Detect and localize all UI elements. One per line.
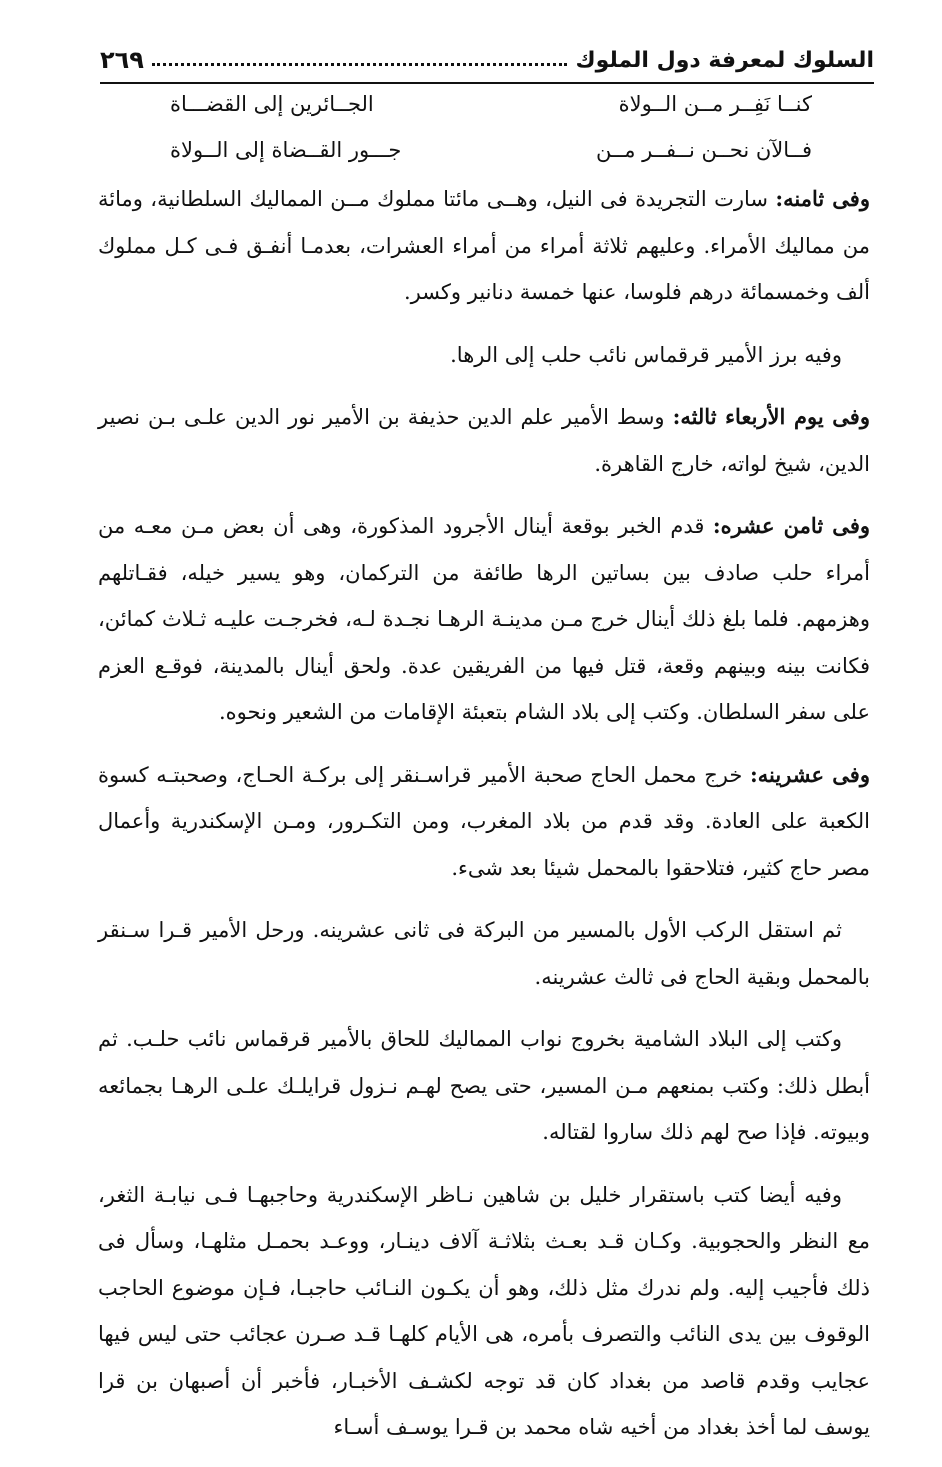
paragraph <box>98 1172 870 1451</box>
paragraph-lead: وفى عشرينه: <box>749 761 870 787</box>
paragraph-lead: وفى ثامنه: <box>775 186 870 211</box>
paragraph <box>98 907 870 1000</box>
paragraph <box>98 503 870 736</box>
paragraph <box>98 394 870 487</box>
paragraph-text: وفيه أيضا كتب باستقرار خليل بن شاهين نـاظر الإسكندرية وحاجبهـا فـى نيابـة الثغر، مع النظر والحجوبية. وكـان قـد بعـث بثلاثـة آلاف دينـار، ووعـد بحمـل مثلهـا، وسأل فى ذلك فأجيب إليه. ولم ندرك مثل ذلك، وهو أن يكـون النـائب حاجبـا، فـإن موضوع الحاجب الوقوف بين يدى النائب والتصرف بأمره، هى الأيام كلهـا قـد صـرن عجائب حتى ليس فيها عجايب وقدم قاصد من بغداد كان قد توجه لكشـف الأخبـار، فأخبر أن أصبهان بن قرا يوسف لما أخذ بغداد من أخيه شاه محمد بن قـرا يوسـف أسـاء <box>98 1182 870 1439</box>
running-title: السلوك لمعرفة دول الملوك <box>575 47 874 73</box>
verse-line <box>170 86 812 122</box>
paragraph-text: سارت التجريدة فى النيل، وهــى مائتا مملوك مــن المماليك السلطانية، ومائة من مماليك الأمراء. وعليهم ثلاثة أمراء من أمراء العشرات، بعدمـا أنفـق فـى كـل مملوك ألف وخمسمائة درهم فلوسا، عنها خمسة دنانير وكسر. <box>98 187 870 304</box>
verse-first-hemistich: فــالآن نحــن نــفــر مــن <box>595 138 812 162</box>
paragraph-text: وكتب إلى البلاد الشامية بخروج نواب المماليك للحاق بالأمير قرقماس نائب حلـب. ثم أبطل ذلك: وكتب بمنعهم مـن المسير، حتى يصح لهـم نـزول قرايلـك علـى الرهـا بجمائعه وبيوته. فإذا صح لهم ذلك ساروا لقتاله. <box>98 1027 870 1144</box>
paragraph-lead: وفى يوم الأربعاء ثالثه: <box>672 404 870 429</box>
verse-second-hemistich: جـــور القــضاة إلى الــولاة <box>170 138 402 162</box>
paragraph-text: خرج محمل الحاج صحبة الأمير قراسـنقر إلى بركـة الحـاج، وصحبتـه كسوة الكعبة على العادة. وقد قدم من بلاد المغرب، ومن التكـرور، ومـن الإسكندرية وأعمال مصر حاج كثير، فتلاحقوا بالمحمل شيئا بعد شىء. <box>98 762 870 880</box>
paragraph <box>98 332 870 379</box>
paragraph-text: ثم استقل الركب الأول بالمسير من البركة فى ثانى عشرينه. ورحل الأمير قـرا سـنقر بالمحمل وبقية الحاج فى ثالث عشرينه. <box>98 918 870 989</box>
verse-second-hemistich: الجــائرين إلى القضـــاة <box>170 92 374 116</box>
verse-line <box>170 132 812 168</box>
page-number: ٢٦٩ <box>100 46 144 74</box>
paragraph <box>98 1016 870 1156</box>
verse-first-hemistich: كنــا نَفِــر مــن الــولاة <box>618 92 812 116</box>
paragraph-text: وسط الأمير علم الدين حذيفة بن الأمير نور الدين علـى بـن نصير الدين، شيخ لواته، خارج القاهرة. <box>98 405 870 476</box>
page-header <box>100 38 874 84</box>
paragraph-text: وفيه برز الأمير قرقماس نائب حلب إلى الرها. <box>450 342 842 367</box>
paragraph-lead: وفى ثامن عشره: <box>712 513 870 538</box>
paragraph-text: قدم الخبر بوقعة أينال الأجرود المذكورة، وهى أن بعض مـن معـه من أمراء حلب صادف بين بساتين الرها طائفة من التركمان، وهو يسير خيله، فقـاتلهم وهزمهم. فلما بلغ ذلك أينال خرج مـن مدينـة الرهـا نجـدة لـه، فخرجـت عليـه ثـلاث كمائن، فكانت بينه وبينهم وقعة، قتل فيها من الفريقين عدة. ولحق أينال بالمدينة، فوقـع العزم على سفر السلطان. وكتب إلى بلاد الشام بتعبئة الإقامات من الشعير ونحوه. <box>98 514 870 724</box>
body-text <box>98 176 870 1467</box>
paragraph <box>98 176 870 316</box>
paragraph <box>98 752 870 892</box>
header-dot-leader <box>152 53 568 66</box>
